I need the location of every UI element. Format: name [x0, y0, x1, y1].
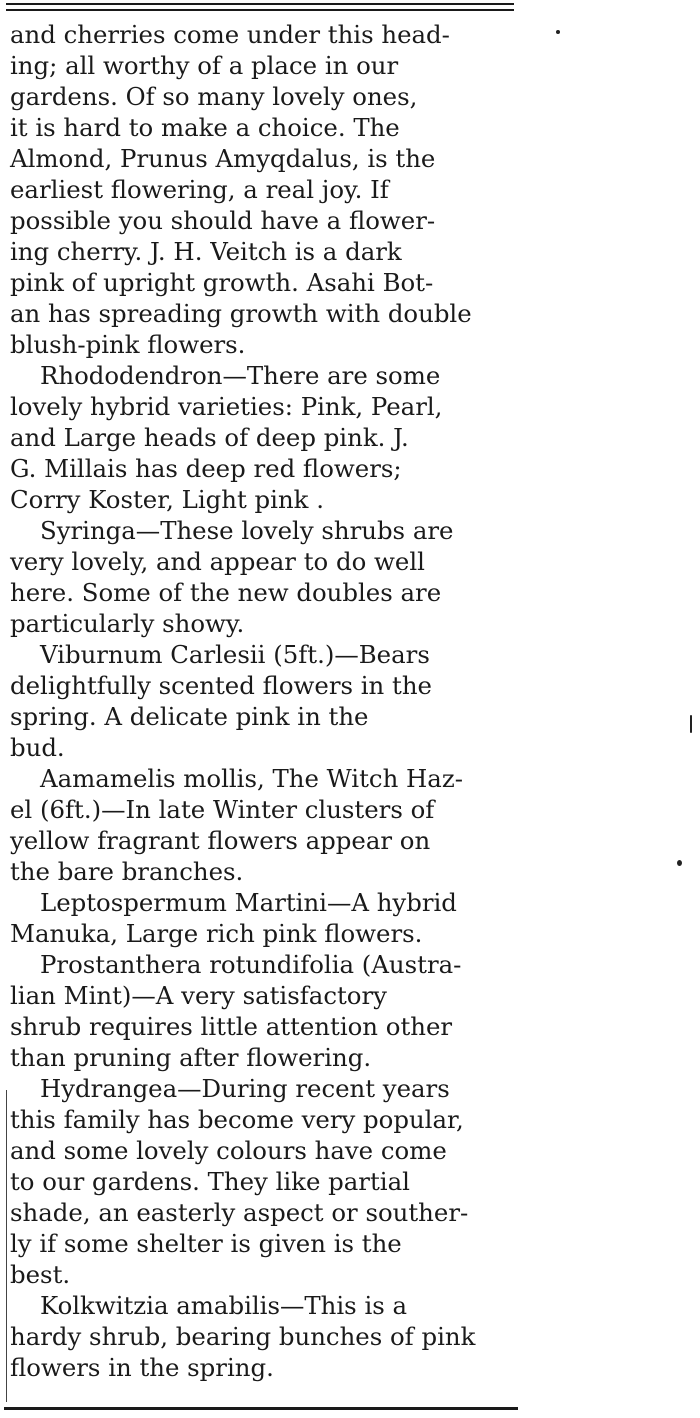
paragraph-hydrangea [10, 1073, 518, 1290]
text-line: Manuka, Large rich pink flowers. [10, 919, 423, 948]
text-line: pink of upright growth. Asahi Bot- [10, 268, 434, 297]
text-line: particularly showy. [10, 609, 245, 638]
text-line: very lovely, and appear to do well [10, 547, 425, 576]
text-line: Hydrangea—During recent years [40, 1074, 450, 1103]
ink-speck [677, 860, 682, 866]
top-rule [6, 3, 514, 5]
text-line: earliest flowering, a real joy. If [10, 175, 389, 204]
text-line: Prostanthera rotundifolia (Austra- [40, 950, 462, 979]
paragraph-hamamelis [10, 763, 518, 887]
paragraph-syringa [10, 515, 518, 639]
text-line: gardens. Of so many lovely ones, [10, 82, 418, 111]
text-line: lovely hybrid varieties: Pink, Pearl, [10, 392, 443, 421]
text-line: and some lovely colours have come [10, 1136, 447, 1165]
text-line: Corry Koster, Light pink . [10, 485, 324, 514]
bottom-rule [4, 1407, 518, 1410]
text-line: shade, an easterly aspect or souther- [10, 1198, 469, 1227]
text-line: Viburnum Carlesii (5ft.)—Bears [40, 640, 430, 669]
article-column [10, 19, 518, 1383]
text-line: and cherries come under this head- [10, 20, 450, 49]
top-rule [6, 9, 514, 11]
ink-speck [556, 30, 560, 34]
text-line: blush-pink flowers. [10, 330, 246, 359]
paragraph-leptospermum [10, 887, 518, 949]
text-line: ing; all worthy of a place in our [10, 51, 399, 80]
paragraph-prostanthera [10, 949, 518, 1073]
text-line: Almond, Prunus Amyqdalus, is the [10, 144, 436, 173]
text-line: it is hard to make a choice. The [10, 113, 400, 142]
text-line: Leptospermum Martini—A hybrid [40, 888, 457, 917]
text-line: Aamamelis mollis, The Witch Haz- [40, 764, 463, 793]
text-line: best. [10, 1260, 71, 1289]
text-line: to our gardens. They like partial [10, 1167, 410, 1196]
text-line: ly if some shelter is given is the [10, 1229, 402, 1258]
text-line: this family has become very popular, [10, 1105, 464, 1134]
text-line: G. Millais has deep red flowers; [10, 454, 402, 483]
text-line: hardy shrub, bearing bunches of pink [10, 1322, 476, 1351]
text-line: Kolkwitzia amabilis—This is a [40, 1291, 408, 1320]
text-line: the bare branches. [10, 857, 244, 886]
text-line: possible you should have a flower- [10, 206, 436, 235]
paragraph-rhododendron [10, 360, 518, 515]
text-line: shrub requires little attention other [10, 1012, 453, 1041]
text-line: than pruning after flowering. [10, 1043, 372, 1072]
text-line: flowers in the spring. [10, 1353, 274, 1382]
text-line: delightfully scented flowers in the [10, 671, 432, 700]
text-line: Rhododendron—There are some [40, 361, 441, 390]
paragraph-viburnum [10, 639, 518, 763]
text-line: el (6ft.)—In late Winter clusters of [10, 795, 435, 824]
text-line: here. Some of the new doubles are [10, 578, 442, 607]
paragraph-flowering-trees [10, 19, 518, 360]
paragraph-kolkwitzia [10, 1290, 518, 1383]
ink-speck [690, 715, 692, 733]
text-line: bud. [10, 733, 65, 762]
text-line: an has spreading growth with double [10, 299, 472, 328]
text-line: and Large heads of deep pink. J. [10, 423, 409, 452]
text-line: yellow fragrant flowers appear on [10, 826, 431, 855]
text-line: Syringa—These lovely shrubs are [40, 516, 454, 545]
text-line: ing cherry. J. H. Veitch is a dark [10, 237, 402, 266]
text-line: lian Mint)—A very satisfactory [10, 981, 387, 1010]
column-border [6, 1090, 7, 1402]
text-line: spring. A delicate pink in the [10, 702, 369, 731]
